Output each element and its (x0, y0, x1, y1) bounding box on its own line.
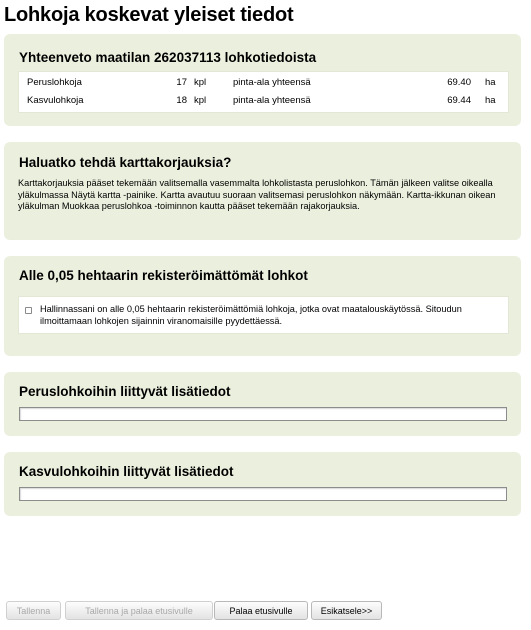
summary-table (18, 71, 509, 113)
summary-row-growth-blocks (19, 95, 508, 113)
row-area-unit: ha (485, 95, 496, 106)
summary-row-basic-blocks (19, 77, 508, 95)
row-area: 69.40 (447, 77, 471, 88)
row-label: Peruslohkoja (27, 77, 82, 88)
save-button[interactable]: Tallenna (6, 601, 61, 620)
growth-block-info-field[interactable] (19, 487, 507, 501)
growth-block-info-heading: Kasvulohkoihin liittyvät lisätiedot (19, 464, 234, 479)
page-title: Lohkoja koskevat yleiset tiedot (4, 4, 294, 26)
basic-block-info-panel (4, 372, 521, 436)
row-count: 17 (176, 77, 187, 88)
growth-block-info-panel (4, 452, 521, 516)
summary-panel (4, 34, 521, 126)
row-area-unit: ha (485, 77, 496, 88)
preview-button[interactable]: Esikatsele>> (311, 601, 382, 620)
save-and-return-button[interactable]: Tallenna ja palaa etusivulle (65, 601, 213, 620)
map-correction-instructions: Karttakorjauksia pääset tekemään valitsemalla vasemmalta lohkolistasta peruslohkon. Tämän jälkeen valitse oikealla yläkulmassa Näytä kartta -painike. Kartta avautuu suoraan valitsemasi peruslohkon näkymään. Kartta-ikkunan oikean yläkulman Muokkaa peruslohkoa -toiminnon kautta pääset tekemään rajakorjauksia. (18, 178, 496, 212)
unregistered-blocks-heading: Alle 0,05 hehtaarin rekisteröimättömät lohkot (19, 268, 308, 283)
row-count-unit: kpl (194, 95, 207, 106)
unregistered-blocks-box (18, 296, 509, 334)
basic-block-info-heading: Peruslohkoihin liittyvät lisätiedot (19, 384, 231, 399)
row-label: Kasvulohkoja (27, 95, 84, 106)
map-correction-heading: Haluatko tehdä karttakorjauksia? (19, 155, 232, 170)
unregistered-blocks-checkbox-label: Hallinnassani on alle 0,05 hehtaarin rekisteröimättömiä lohkoja, jotka ovat maatalouskäytössä. Sitoudun ilmoittamaan lohkojen sijainnin viranomaisille pyydettäessä. (40, 304, 462, 326)
row-area-label: pinta-ala yhteensä (233, 77, 311, 88)
row-area: 69.44 (447, 95, 471, 106)
row-count-unit: kpl (194, 77, 207, 88)
basic-block-info-field[interactable] (19, 407, 507, 421)
map-correction-panel (4, 142, 521, 240)
row-count: 18 (176, 95, 187, 106)
return-to-front-page-button[interactable]: Palaa etusivulle (214, 601, 308, 620)
summary-heading: Yhteenveto maatilan 262037113 lohkotiedoista (19, 50, 317, 65)
unregistered-blocks-panel (4, 256, 521, 356)
unregistered-blocks-checkbox[interactable] (25, 307, 32, 314)
row-area-label: pinta-ala yhteensä (233, 95, 311, 106)
